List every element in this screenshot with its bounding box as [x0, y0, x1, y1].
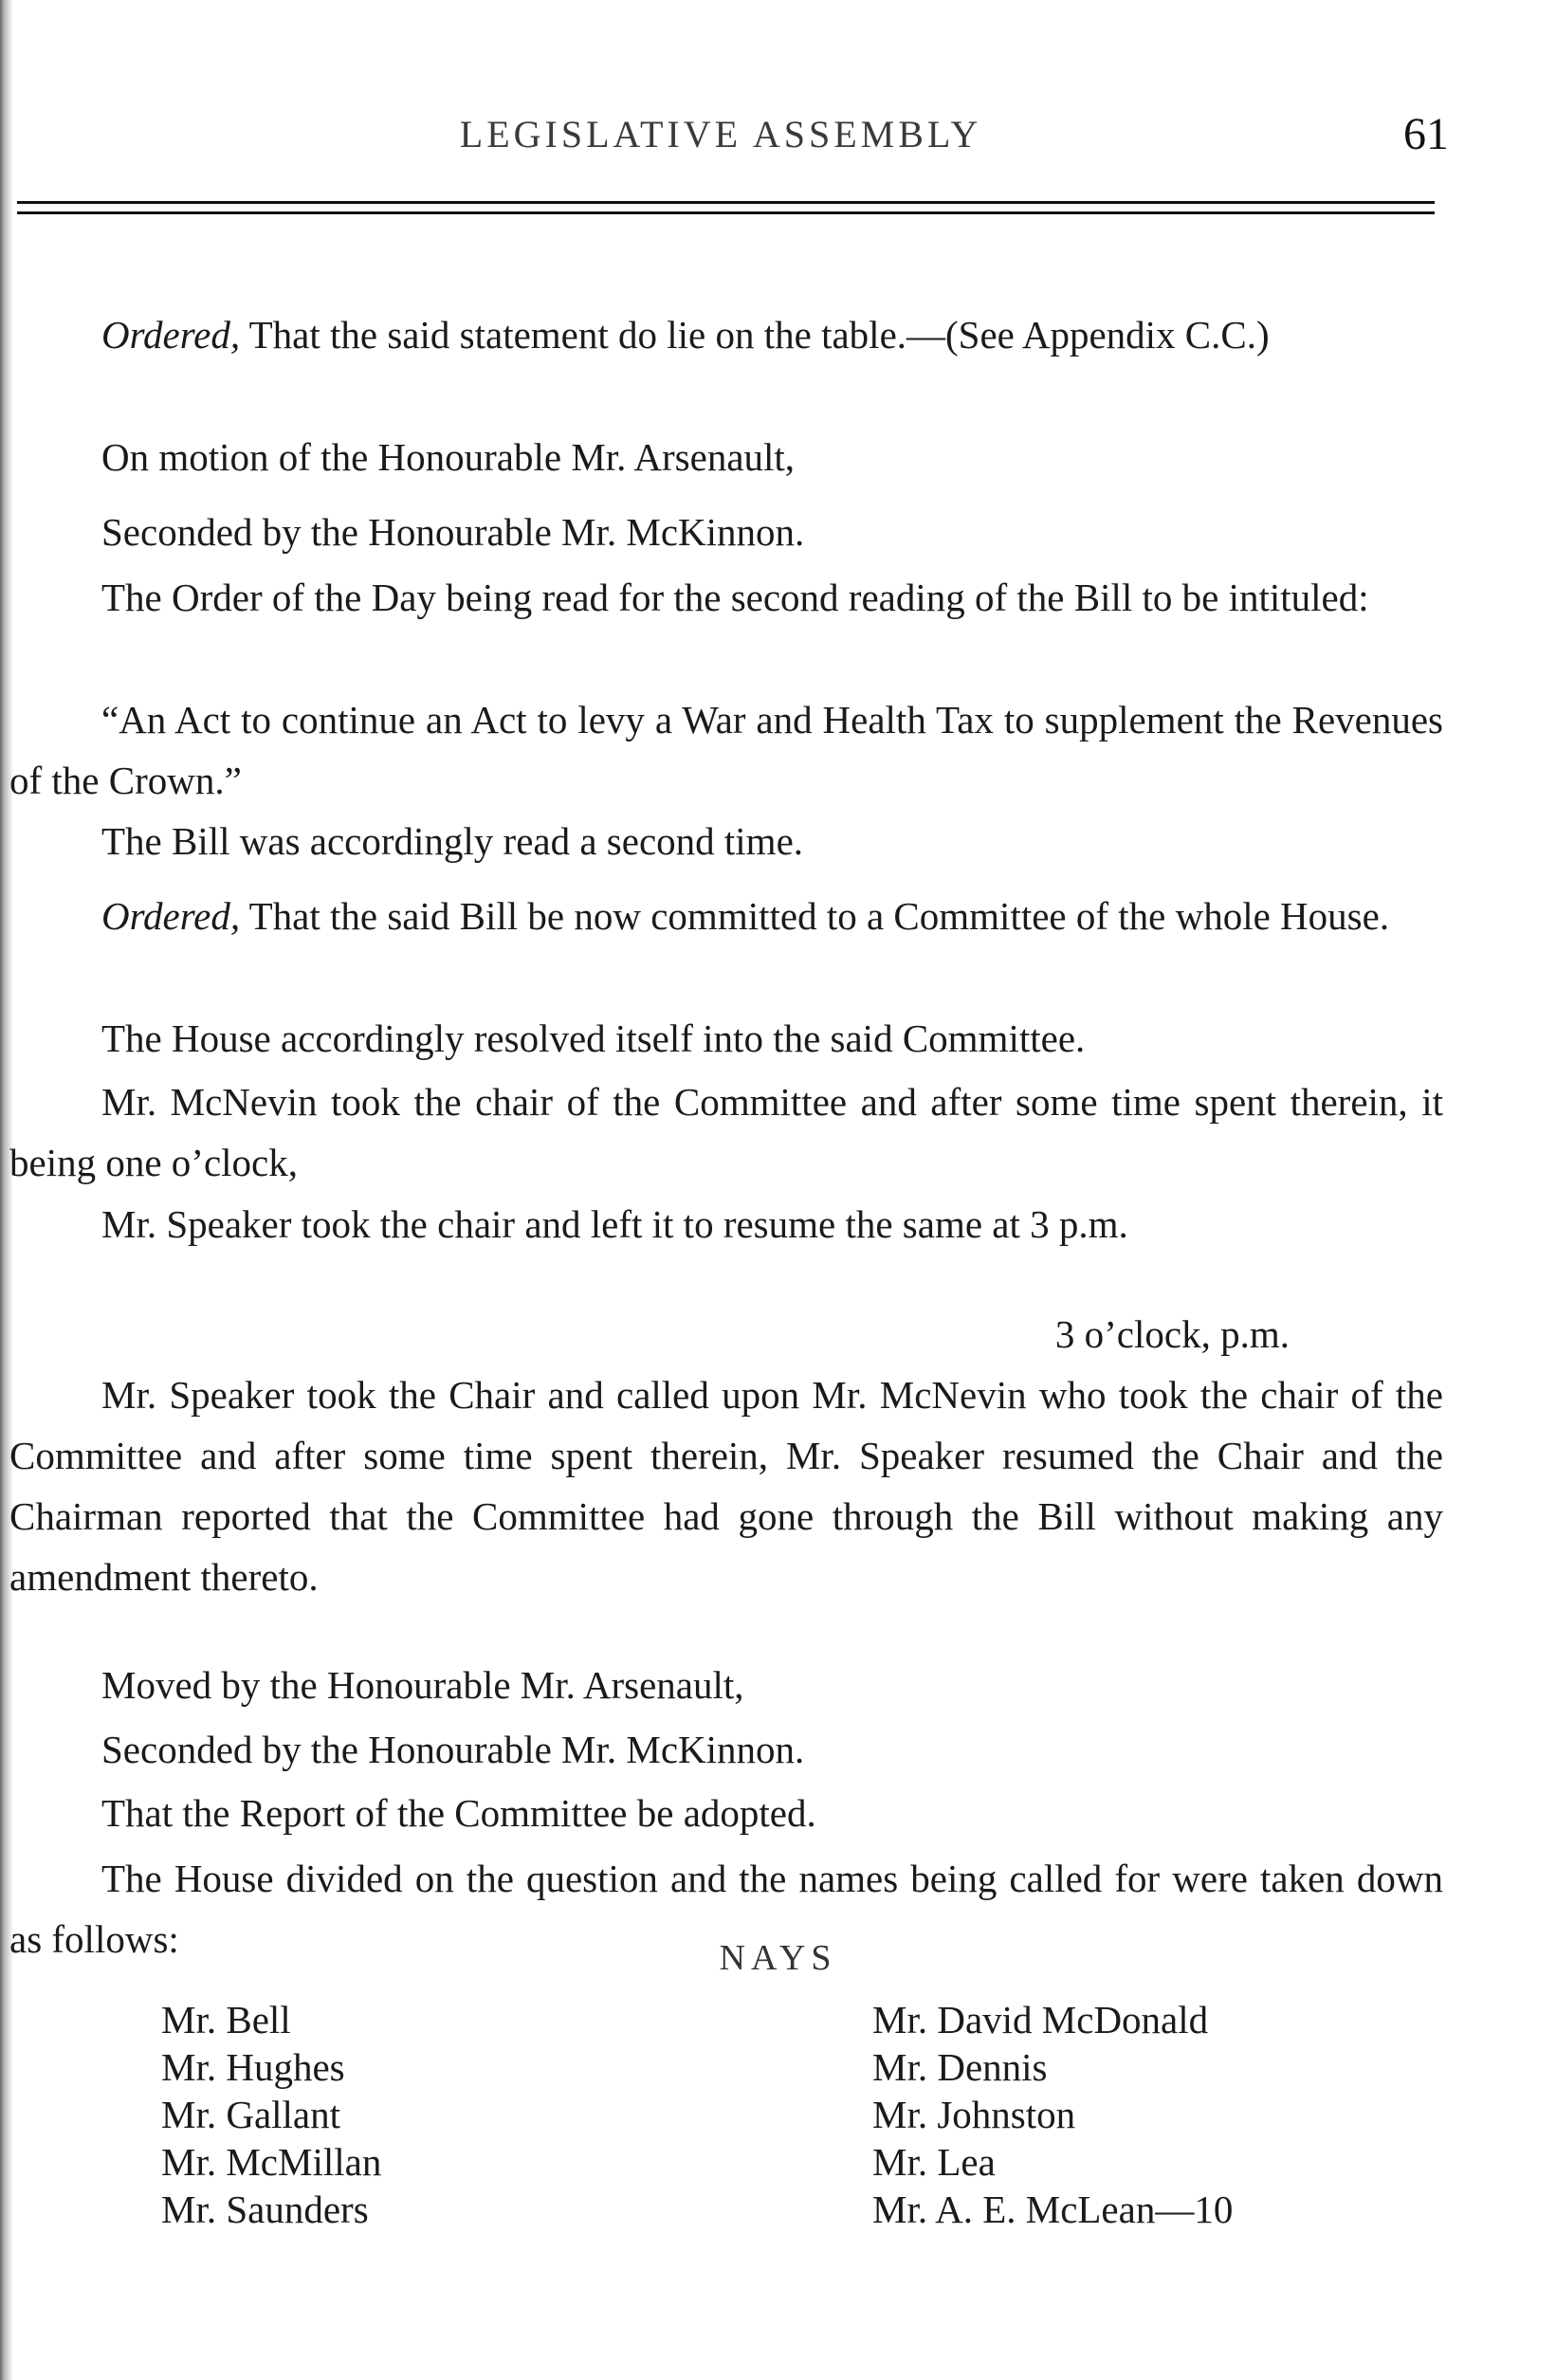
paragraph-ordered-committee [9, 886, 1443, 946]
paragraph-order-of-day: The Order of the Day being read for the second reading of the Bill to be intituled: [101, 576, 1369, 619]
paragraph-text: That the said statement do lie on the table.—(See Appendix C.C.) [240, 313, 1270, 357]
paragraph-second-reading: The Bill was accordingly read a second time. [101, 819, 804, 863]
paragraph-committee-report: Mr. Speaker took the Chair and called upon Mr. McNevin who took the chair of the Committee and after some time spent therein, Mr. Speaker resumed the Chair and the Chairman reported that the Committee had gone through the Bill without making any amendment thereto. [9, 1373, 1443, 1599]
names-column-left [161, 1996, 381, 2233]
paragraph-speaker-recess: Mr. Speaker took the chair and left it to resume the same at 3 p.m. [101, 1202, 1128, 1246]
page-number: 61 [1403, 109, 1449, 159]
member-name: Mr. McMillan [161, 2140, 382, 2184]
paragraph-chair-taken: Mr. McNevin took the chair of the Committee and after some time spent therein, it being one o’clock, [9, 1080, 1443, 1184]
paragraph-text: That the said Bill be now committed to a Committee of the whole House. [240, 894, 1390, 938]
member-name: Mr. David McDonald [872, 1998, 1209, 2041]
member-name: Mr. Saunders [161, 2188, 369, 2231]
names-column-right [872, 1996, 1233, 2233]
paragraph-house-divided: The House divided on the question and the names being called for were taken down as follows: [9, 1857, 1443, 1961]
paragraph-ordered-statement [9, 304, 1443, 365]
paragraph-bill-title: “An Act to continue an Act to levy a War and Health Tax to supplement the Revenues of the Crown.” [9, 698, 1443, 802]
division-heading: NAYS [719, 1938, 837, 1978]
paragraph-seconded: Seconded by the Honourable Mr. McKinnon. [101, 510, 805, 554]
member-name: Mr. Hughes [161, 2045, 345, 2089]
member-name: Mr. A. E. McLean—10 [872, 2188, 1234, 2231]
member-name: Mr. Dennis [872, 2045, 1048, 2089]
italic-lead: Ordered, [101, 894, 241, 938]
paragraph-house-resolved: The House accordingly resolved itself into the said Committee. [101, 1016, 1086, 1060]
member-name: Mr. Lea [872, 2140, 996, 2184]
paragraph-report-adopted: That the Report of the Committee be adopted. [101, 1791, 816, 1835]
paragraph-motion: On motion of the Honourable Mr. Arsenault, [101, 435, 796, 479]
time-marker: 3 o’clock, p.m. [1054, 1312, 1290, 1356]
italic-lead: Ordered, [101, 313, 241, 357]
paragraph-seconded-by: Seconded by the Honourable Mr. McKinnon. [101, 1728, 805, 1771]
member-name: Mr. Bell [161, 1998, 291, 2041]
running-title: LEGISLATIVE ASSEMBLY [459, 113, 982, 156]
member-name: Mr. Gallant [161, 2093, 341, 2136]
paragraph-moved-by: Moved by the Honourable Mr. Arsenault, [101, 1663, 744, 1707]
member-name: Mr. Johnston [872, 2093, 1076, 2136]
